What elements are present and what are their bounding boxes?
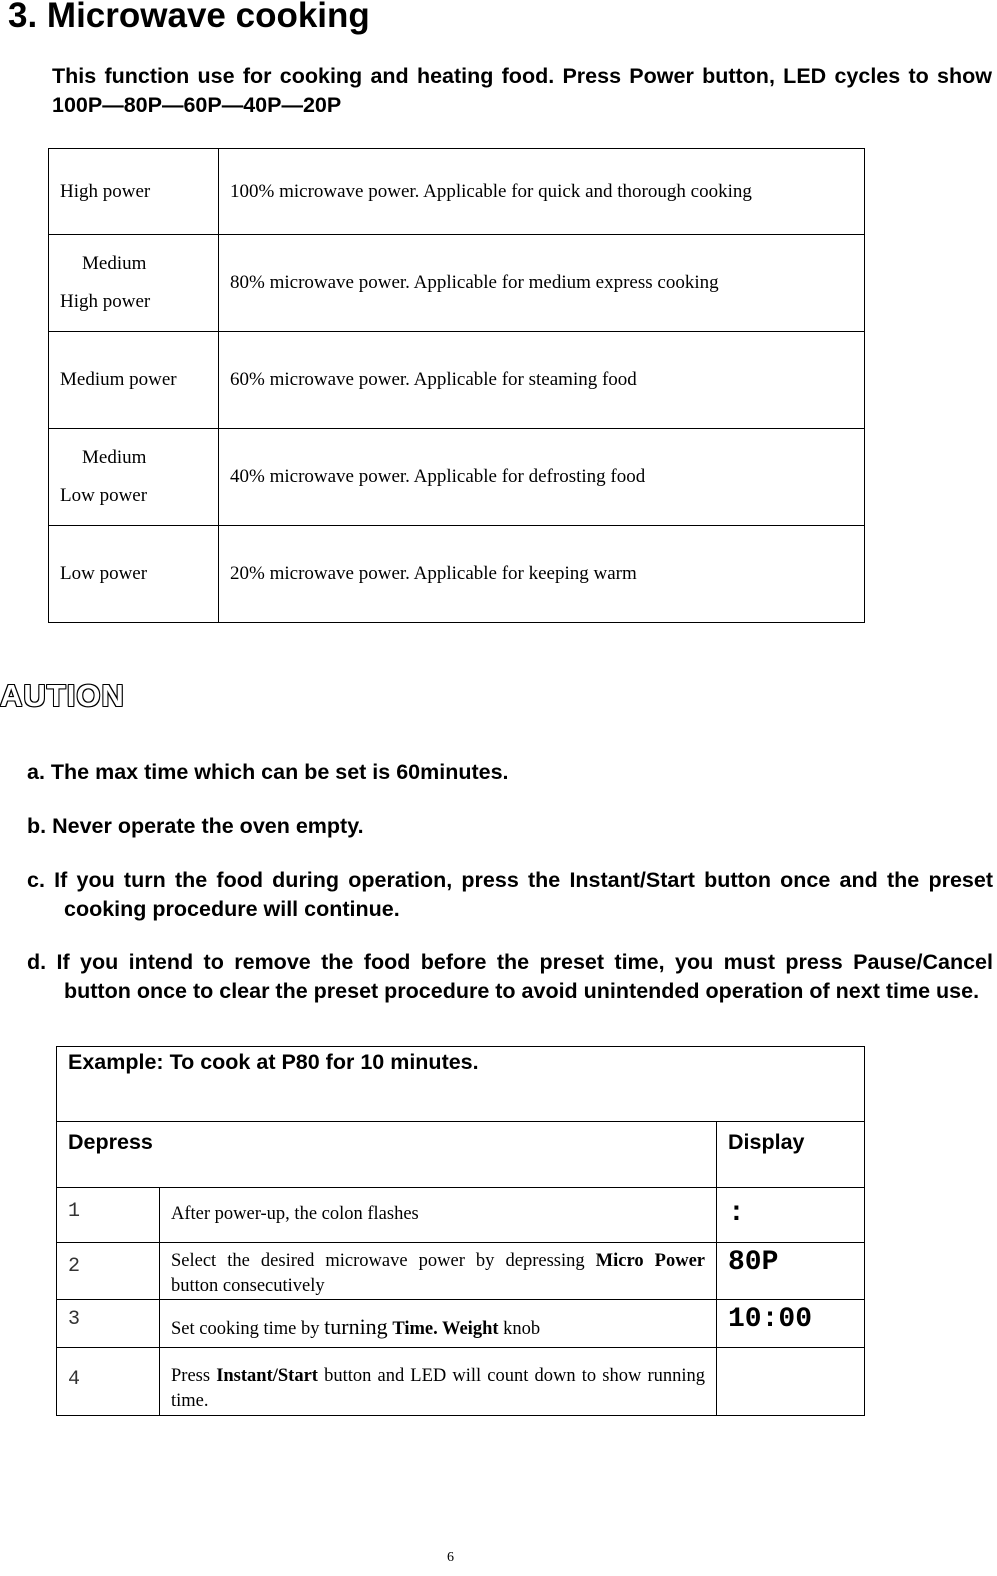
power-mode-cell — [49, 332, 219, 429]
power-mode-cell — [49, 235, 219, 332]
step-display: 10:00 — [717, 1300, 865, 1348]
step-number: 4 — [57, 1348, 160, 1416]
intro-paragraph: This function use for cooking and heating food. Press Power button, LED cycles to show 100P—80P—60P—40P—20P — [52, 64, 992, 117]
step-button-name: Micro Power — [595, 1251, 706, 1271]
power-mode-label: Medium power — [60, 369, 177, 390]
step-text: knob — [498, 1319, 541, 1339]
caution-note-b: b. Never operate the oven empty. — [27, 814, 364, 838]
power-row — [49, 235, 865, 332]
step-button-name: Instant/Start — [216, 1366, 318, 1386]
step-display: : — [717, 1188, 865, 1243]
step-display: 80P — [717, 1243, 865, 1300]
power-row — [49, 332, 865, 429]
step-description — [160, 1348, 717, 1416]
power-row — [49, 526, 865, 623]
example-title: Example: To cook at P80 for 10 minutes. — [57, 1047, 865, 1122]
power-description: 80% microwave power. Applicable for medium express cooking — [219, 235, 865, 332]
power-description: 100% microwave power. Applicable for quick and thorough cooking — [219, 149, 865, 235]
step-knob-name: Time. Weight — [392, 1319, 499, 1339]
column-header-depress: Depress — [57, 1122, 717, 1188]
step-row — [57, 1188, 865, 1243]
step-row — [57, 1348, 865, 1416]
power-level-table — [48, 148, 865, 623]
step-number: 2 — [57, 1243, 160, 1300]
power-mode-cell — [49, 149, 219, 235]
step-number: 3 — [57, 1300, 160, 1348]
page-number: 6 — [447, 1550, 454, 1565]
power-mode-cell — [49, 429, 219, 526]
step-description — [160, 1243, 717, 1300]
column-header-display: Display — [717, 1122, 865, 1188]
step-text: Select the desired microwave power by depressing — [171, 1251, 596, 1271]
power-mode-cell — [49, 526, 219, 623]
step-description — [160, 1188, 717, 1243]
power-description: 60% microwave power. Applicable for steaming food — [219, 332, 865, 429]
step-text: Press — [171, 1366, 217, 1386]
step-text: After power-up, the colon flashes — [171, 1204, 419, 1224]
power-row — [49, 149, 865, 235]
caution-heading: AUTION — [0, 678, 125, 713]
step-row — [57, 1300, 865, 1348]
step-description — [160, 1300, 717, 1348]
power-mode-label-line1: Medium — [82, 447, 147, 468]
step-display — [717, 1348, 865, 1416]
power-mode-label: High power — [60, 180, 151, 202]
example-table — [56, 1046, 865, 1416]
step-number: 1 — [57, 1188, 160, 1243]
power-mode-label-line1: Medium — [82, 253, 147, 274]
step-row — [57, 1243, 865, 1300]
power-mode-label-line2: Low power — [60, 485, 148, 506]
step-text: button and LED will count down to show running time. — [171, 1366, 705, 1411]
caution-note-d: d. If you intend to remove the food before the preset time, you must press Pause/Cancel button once to clear the preset procedure to avoid unintended operation of next time use. — [27, 950, 993, 1003]
step-text-emphasis: turning — [324, 1314, 388, 1339]
power-description: 40% microwave power. Applicable for defrosting food — [219, 429, 865, 526]
power-mode-label: Low power — [60, 563, 148, 584]
caution-note-c: c. If you turn the food during operation, press the Instant/Start button once and the preset cooking procedure will continue. — [27, 868, 993, 921]
step-text: button consecutively — [171, 1276, 325, 1296]
power-mode-label-line2: High power — [60, 291, 151, 312]
power-row — [49, 429, 865, 526]
power-description: 20% microwave power. Applicable for keeping warm — [219, 526, 865, 623]
caution-note-a: a. The max time which can be set is 60minutes. — [27, 760, 509, 784]
step-text: Set cooking time by — [171, 1319, 325, 1339]
page-title: 3. Microwave cooking — [8, 0, 370, 35]
